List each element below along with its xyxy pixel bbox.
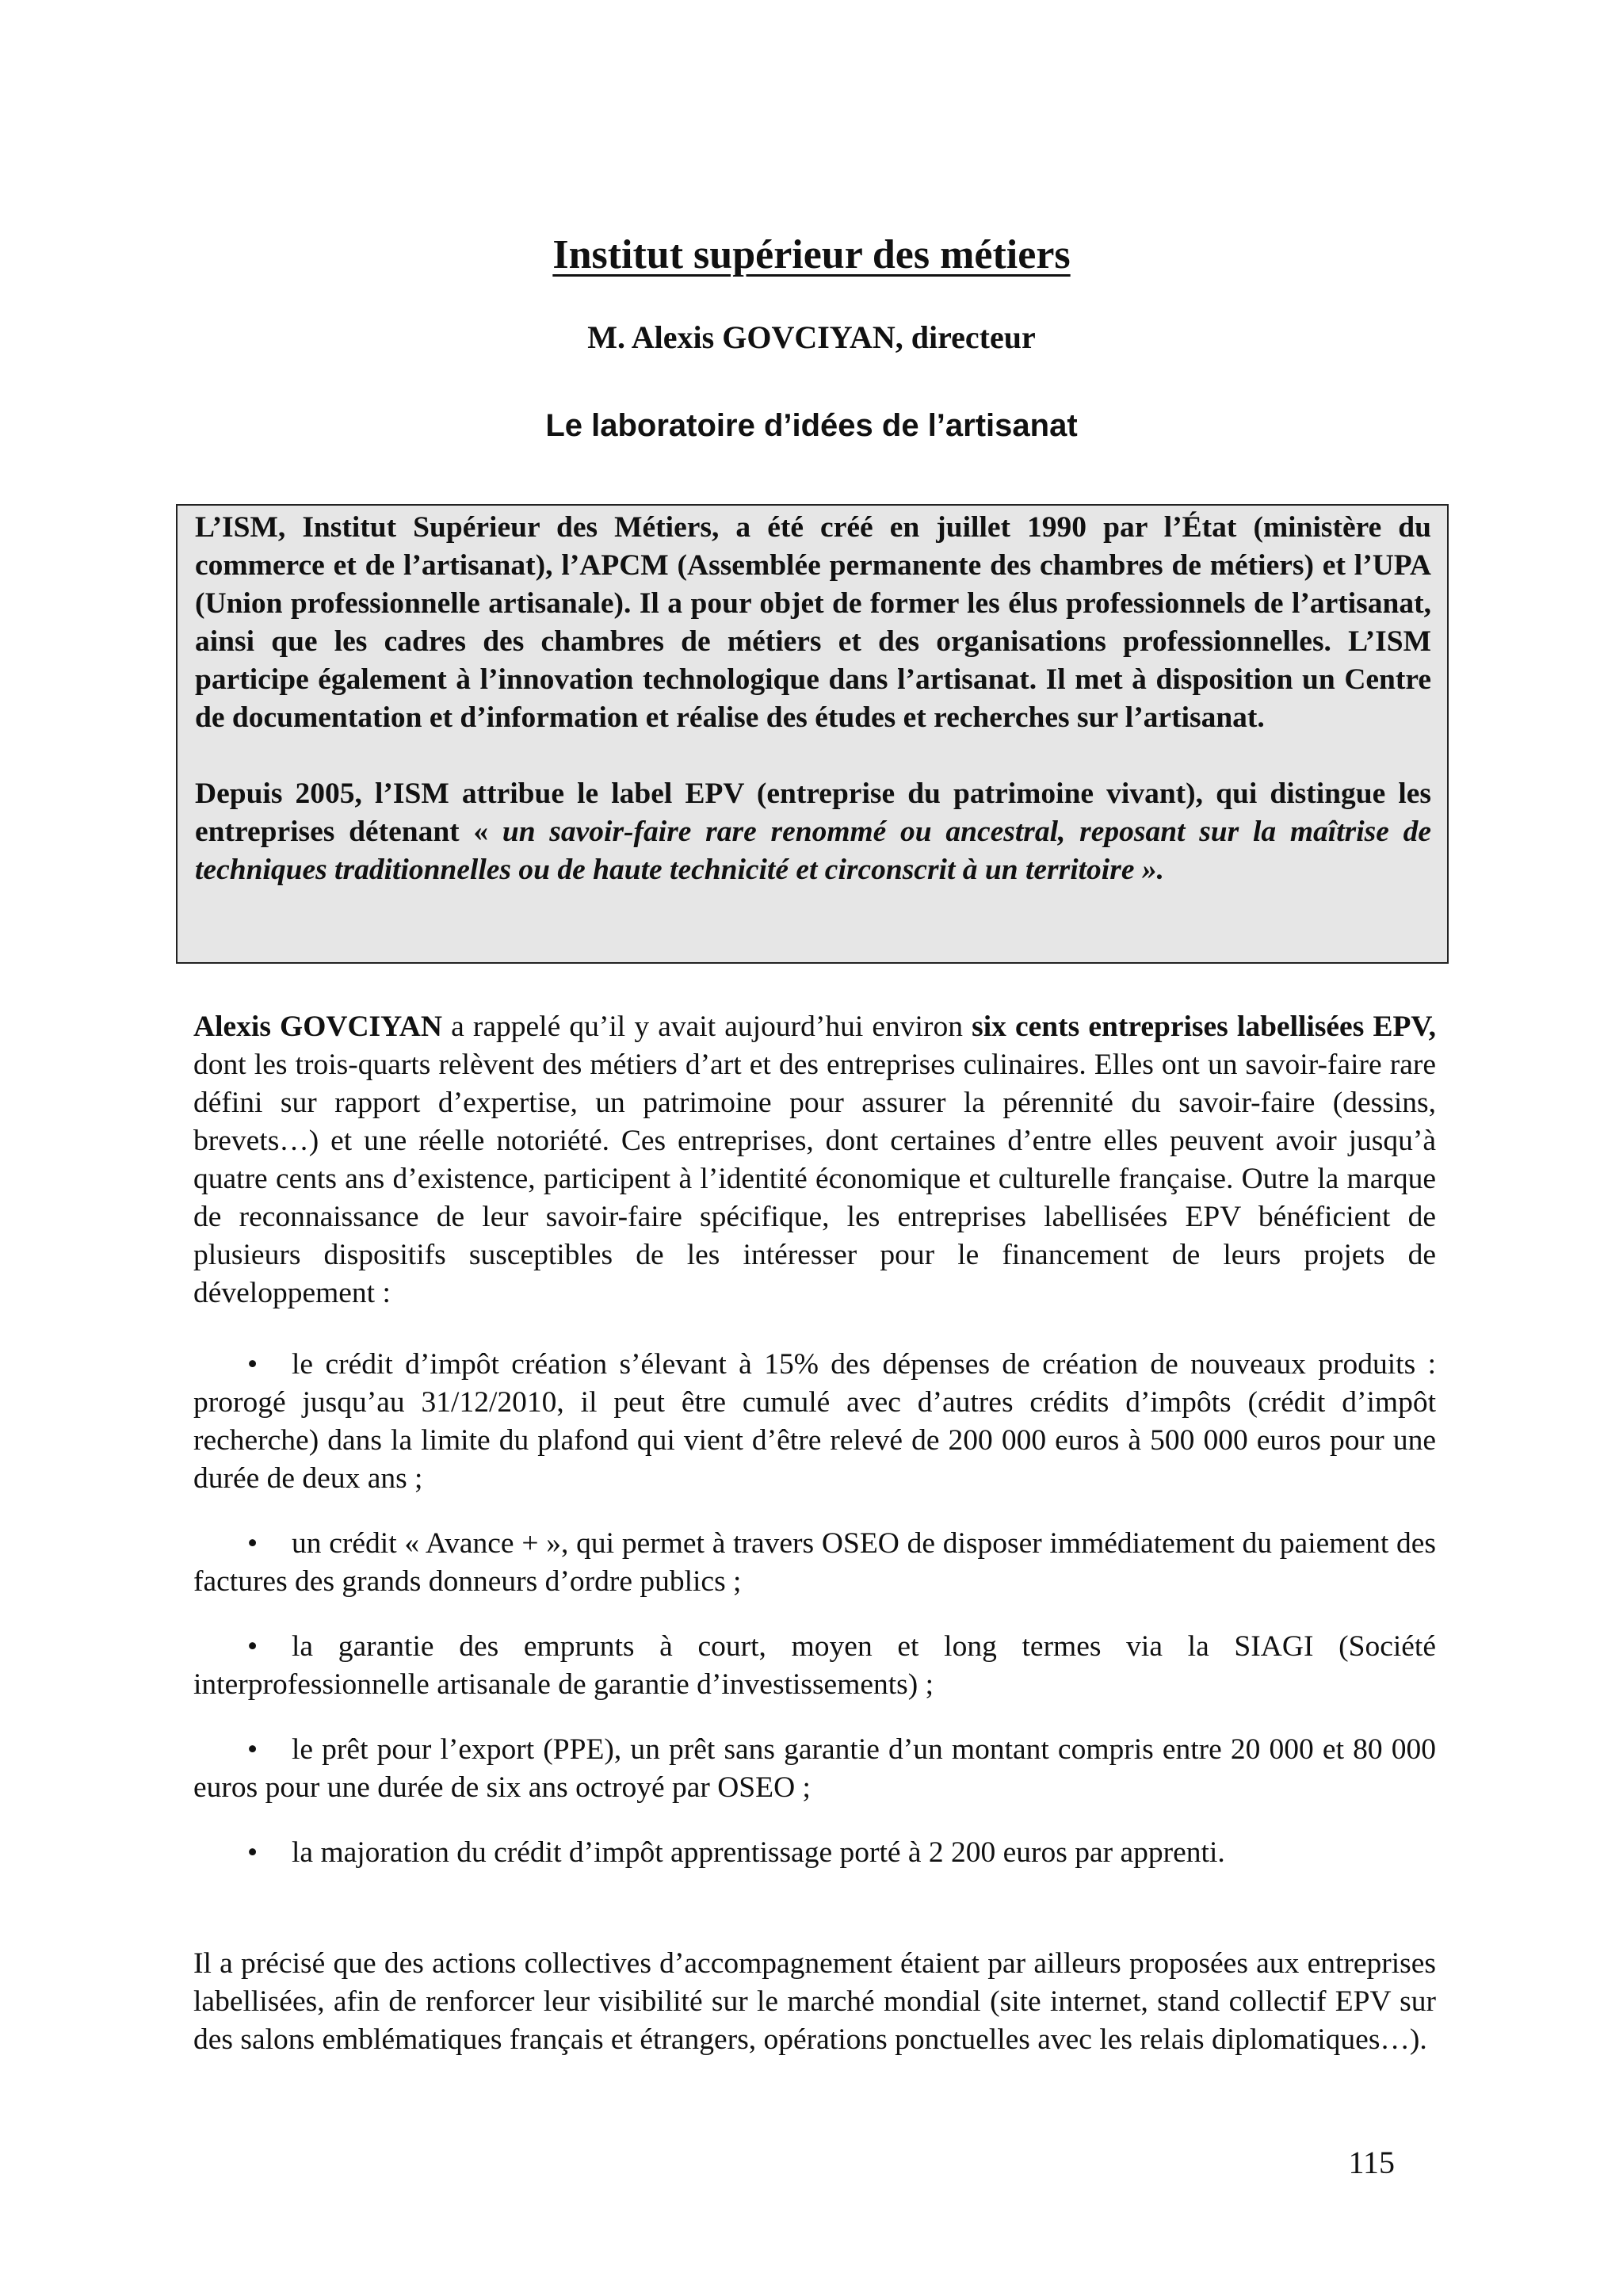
info-box xyxy=(176,504,1449,964)
bullet-icon: • xyxy=(247,1348,258,1381)
closing-paragraph xyxy=(193,1945,1436,2059)
speaker-name: Alexis GOVCIYAN xyxy=(193,1010,442,1043)
list-item xyxy=(193,1628,1436,1704)
intro-text-1: a rappelé qu’il y avait aujourd’hui environ xyxy=(441,1010,972,1043)
list-item-text: un crédit « Avance + », qui permet à travers OSEO de disposer immédiatement du paiement des factures des grands donneurs d’ordre publics ; xyxy=(193,1527,1436,1598)
intro-emphasis: six cents entreprises labellisées EPV, xyxy=(972,1010,1436,1043)
page-number: 115 xyxy=(1348,2145,1395,2180)
bullet-icon: • xyxy=(247,1733,258,1766)
page-title: Institut supérieur des métiers xyxy=(552,232,1071,277)
closing-text: Il a précisé que des actions collectives d’accompagnement étaient par ailleurs proposées aux entreprises labellisées, afin de renforcer leur visibilité sur le marché mondial (site internet, stand collectif EPV sur des salons emblématiques français et étrangers, opérations ponctuelles avec les relais diplomatiques…). xyxy=(193,1947,1436,2056)
info-box-lead: Depuis 2005, l’ISM attribue le label EPV (entreprise du patrimoine vivant), qui distingue les entreprises détenant « xyxy=(195,777,1431,848)
list-item xyxy=(193,1731,1436,1807)
list-item-text: la garantie des emprunts à court, moyen et long termes via la SIAGI (Société interprofessionnelle artisanale de garantie d’investissements) ; xyxy=(193,1630,1436,1701)
bullet-icon: • xyxy=(247,1630,258,1663)
bullet-icon: • xyxy=(247,1527,258,1560)
info-box-paragraph-2 xyxy=(195,775,1431,889)
intro-paragraph xyxy=(193,1008,1436,1312)
list-item xyxy=(193,1834,1436,1872)
list-item xyxy=(193,1525,1436,1601)
list-item-text: le crédit d’impôt création s’élevant à 15% des dépenses de création de nouveaux produits : prorogé jusqu’au 31/12/2010, il peut être cumulé avec d’autres crédits d’impôts (crédit d’impôt recherche) dans la limite du plafond qui vient d’être relevé de 200 000 euros à 500 000 euros pour une durée de deux ans ; xyxy=(193,1348,1436,1495)
list-item-text: la majoration du crédit d’impôt apprentissage porté à 2 200 euros par apprenti. xyxy=(292,1836,1225,1869)
speaker-line: M. Alexis GOVCIYAN, directeur xyxy=(587,319,1036,355)
list-item xyxy=(193,1346,1436,1498)
info-box-paragraph-1: L’ISM, Institut Supérieur des Métiers, a été créé en juillet 1990 par l’État (ministère du commerce et de l’artisanat), l’APCM (Assemblée permanente des chambres de métiers) et l’UPA (Union professionnelle artisanale). Il a pour objet de former les élus professionnels de l’artisanat, ainsi que les cadres des chambres de métiers et des organisations professionnelles. L’ISM participe également à l’innovation technologique dans l’artisanat. Il met à disposition un Centre de documentation et d’information et réalise des études et recherches sur l’artisanat. xyxy=(195,511,1431,734)
measures-list xyxy=(193,1346,1436,1899)
section-subtitle: Le laboratoire d’idées de l’artisanat xyxy=(545,408,1078,443)
list-item-text: le prêt pour l’export (PPE), un prêt sans garantie d’un montant compris entre 20 000 et 80 000 euros pour une durée de six ans octroyé par OSEO ; xyxy=(193,1733,1436,1804)
intro-text-2: dont les trois-quarts relèvent des métiers d’art et des entreprises culinaires. Elles ont un savoir-faire rare défini sur rapport d’expertise, un patrimoine pour assurer la pérennité du savoir-faire (dessins, brevets…) et une réelle notoriété. Ces entreprises, dont certaines d’entre elles peuvent avoir jusqu’à quatre cents ans d’existence, participent à l’identité économique et culturelle française. Outre la marque de reconnaissance de leur savoir-faire spécifique, les entreprises labellisées EPV bénéficient de plusieurs dispositifs susceptibles de les intéresser pour le financement de leurs projets de développement : xyxy=(193,1049,1436,1309)
bullet-icon: • xyxy=(247,1836,258,1869)
info-box-quote: un savoir-faire rare renommé ou ancestral, reposant sur la maîtrise de techniques traditionnelles ou de haute technicité et circonscrit à un territoire ». xyxy=(195,816,1431,886)
